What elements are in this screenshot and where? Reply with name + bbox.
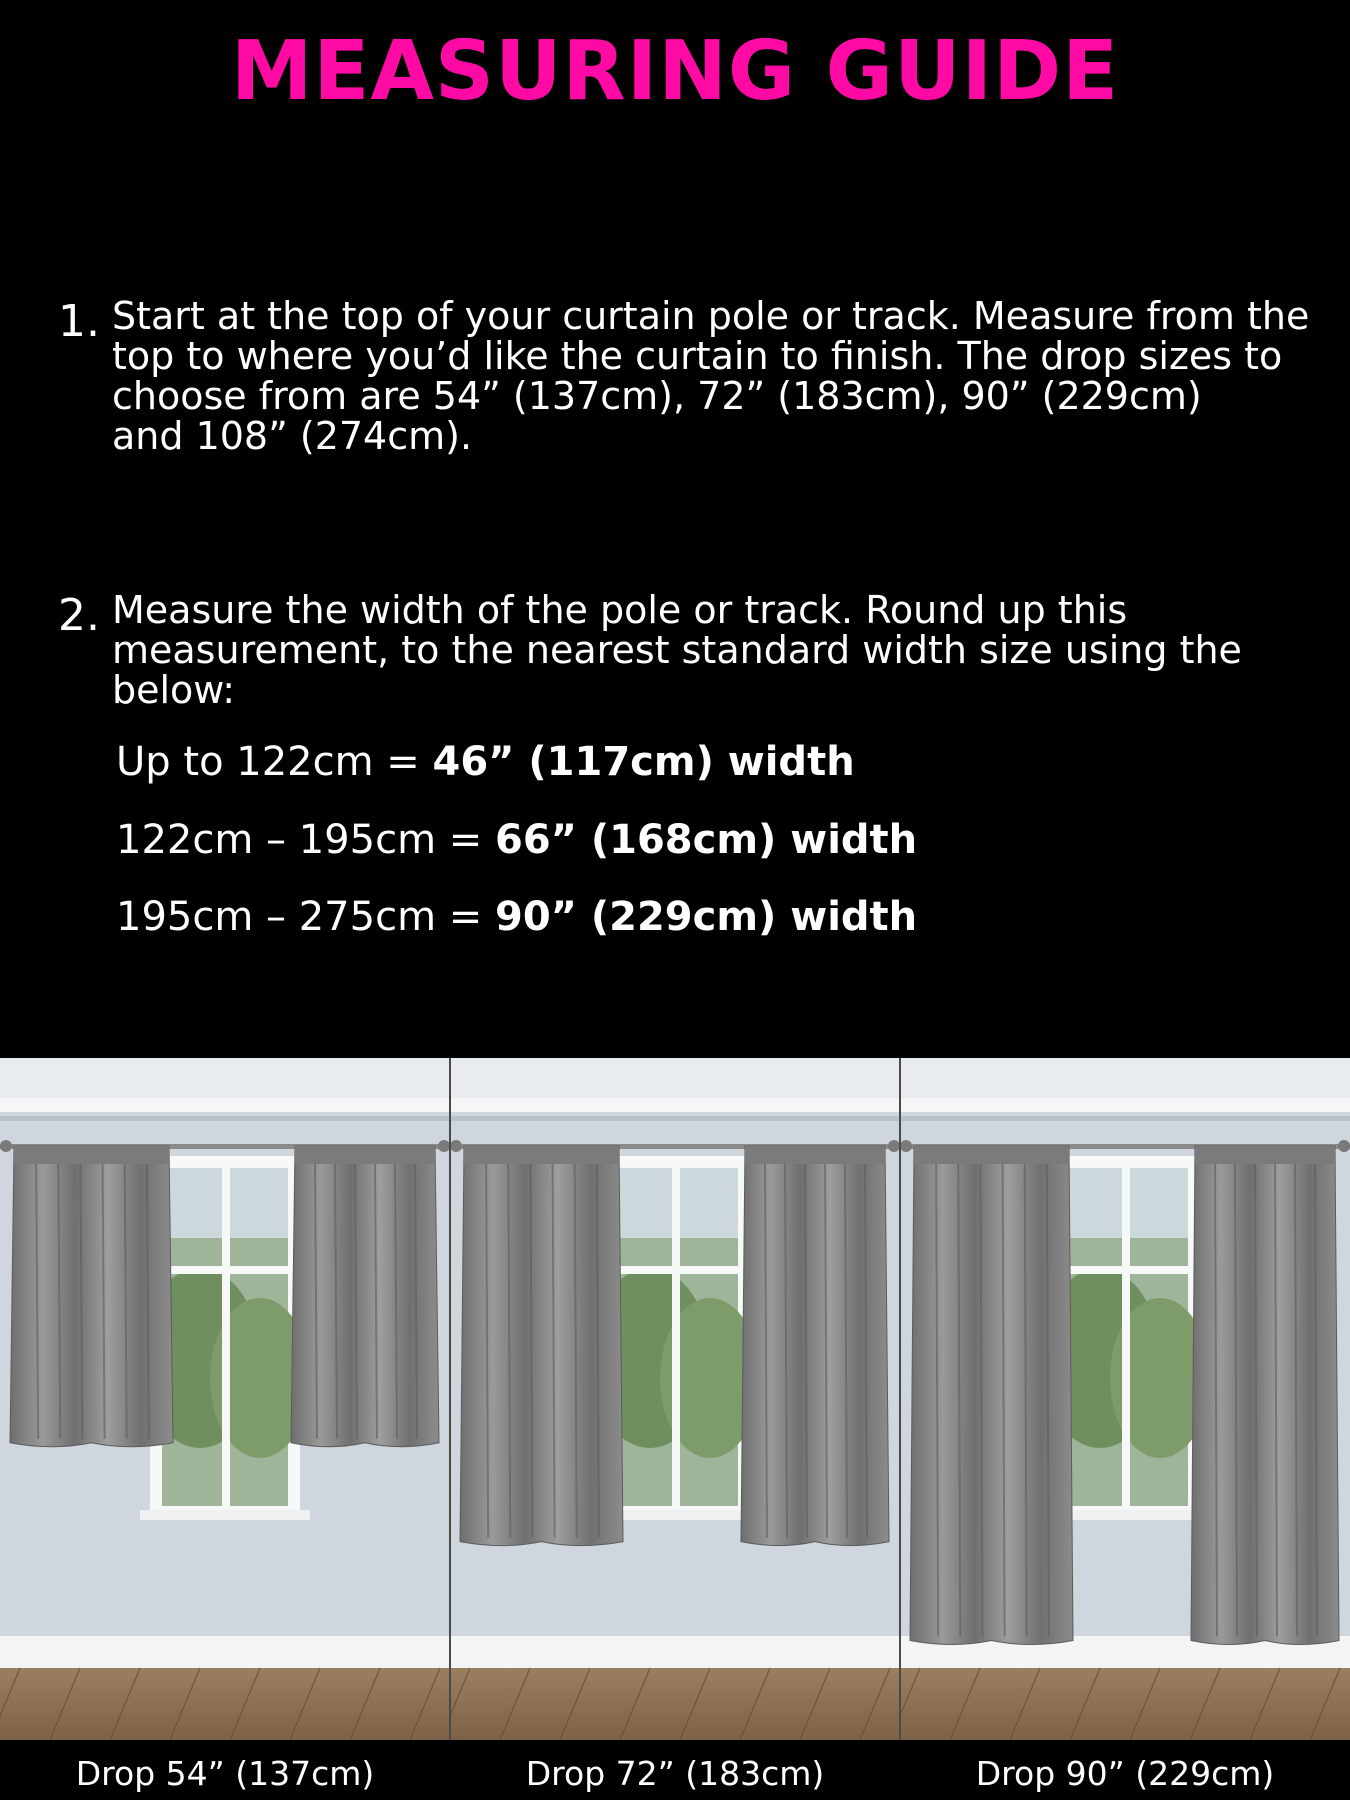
cornice — [450, 1098, 900, 1112]
curtain-photo-drop-54 — [0, 1058, 450, 1740]
step-2-line: Measure the width of the pole or track. Round up this — [112, 588, 1128, 632]
pole-finial — [0, 1140, 12, 1152]
curtain-scene-illustration — [0, 1058, 450, 1740]
step-1-line: choose from are 54” (137cm), 72” (183cm), 90” (229cm) — [112, 374, 1202, 418]
picture-rail — [450, 1116, 900, 1121]
curtain-heading — [295, 1146, 435, 1164]
width-rule-size: 90” (229cm) width — [494, 894, 918, 940]
window-transom — [1062, 1266, 1188, 1274]
curtain-photo-drop-72 — [450, 1058, 900, 1740]
width-rule-range: Up to 122cm = — [116, 739, 433, 785]
curtain-heading — [464, 1146, 619, 1164]
window-transom — [162, 1266, 288, 1274]
width-rule-size: 46” (117cm) width — [432, 739, 855, 785]
pole-finial — [900, 1140, 912, 1152]
pole-finial — [1338, 1140, 1350, 1152]
picture-rail — [900, 1116, 1350, 1121]
ceiling-band — [450, 1058, 900, 1098]
page-title: MEASURING GUIDE — [230, 24, 1120, 119]
curtain-heading — [14, 1146, 169, 1164]
ceiling-band — [0, 1058, 450, 1098]
width-rule-range: 122cm – 195cm = — [116, 817, 495, 863]
skirting-board — [0, 1636, 450, 1668]
width-rule — [116, 816, 917, 864]
curtain-scene-illustration — [900, 1058, 1350, 1740]
curtain-heading — [914, 1146, 1069, 1164]
step-2-line: below: — [112, 668, 236, 712]
window-mullion — [1122, 1168, 1130, 1506]
curtain-photo-strip — [0, 1058, 1350, 1740]
ceiling-band — [900, 1058, 1350, 1098]
window-transom — [612, 1266, 738, 1274]
step-2-line: measurement, to the nearest standard width size using the — [112, 628, 1242, 672]
step-1-number: 1. — [58, 296, 100, 347]
cornice — [900, 1098, 1350, 1112]
cornice — [0, 1098, 450, 1112]
pole-finial — [450, 1140, 462, 1152]
wooden-floor — [900, 1668, 1350, 1740]
curtain-scene-illustration — [450, 1058, 900, 1740]
step-1-line: top to where you’d like the curtain to finish. The drop sizes to — [112, 334, 1283, 378]
window-sill — [140, 1510, 310, 1520]
step-1-line: and 108” (274cm). — [112, 414, 473, 458]
step-1-line: Start at the top of your curtain pole or track. Measure from the — [112, 294, 1310, 338]
drop-caption: Drop 54” (137cm) — [75, 1754, 375, 1793]
step-2 — [58, 590, 1328, 710]
picture-rail — [0, 1116, 450, 1121]
width-rule — [116, 893, 917, 941]
width-rule — [116, 738, 855, 786]
curtain-heading — [745, 1146, 885, 1164]
photo-divider — [899, 1058, 901, 1740]
window-mullion — [672, 1168, 680, 1506]
step-2-number: 2. — [58, 590, 100, 641]
wooden-floor — [0, 1668, 450, 1740]
drop-caption: Drop 72” (183cm) — [525, 1754, 825, 1793]
curtain-heading — [1195, 1146, 1335, 1164]
photo-divider — [449, 1058, 451, 1740]
width-rule-size: 66” (168cm) width — [494, 817, 918, 863]
curtain-photo-drop-90 — [900, 1058, 1350, 1740]
step-1 — [58, 296, 1328, 456]
drop-caption: Drop 90” (229cm) — [975, 1754, 1275, 1793]
width-rule-range: 195cm – 275cm = — [116, 894, 495, 940]
wooden-floor — [450, 1668, 900, 1740]
window-mullion — [222, 1168, 230, 1506]
skirting-board — [450, 1636, 900, 1668]
